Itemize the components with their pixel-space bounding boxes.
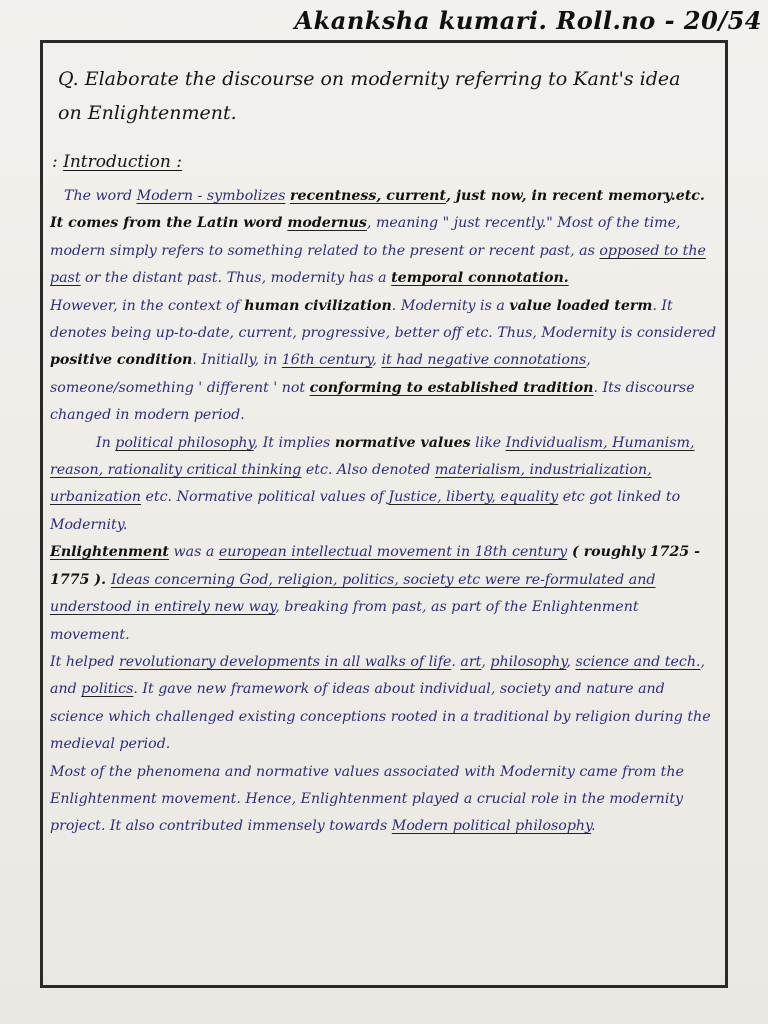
text-span: . Modernity is a xyxy=(391,297,510,314)
underlined-phrase: 16th century xyxy=(281,352,373,369)
text-span: . It gave new framework of ideas about individual, society and nature and science which challenged existing conceptions rooted in a traditional by religion during the medieval period. xyxy=(50,681,711,753)
text-span: Most of the phenomena and normative values associated with Modernity came from the Enlightenment movement. Hence, Enlightenment played a crucial role in the modernity project. It also contributed immensely towards xyxy=(50,763,684,835)
text-span: , It implies xyxy=(253,434,335,451)
underlined-phrase: temporal connotation. xyxy=(391,270,569,287)
text-span: , and xyxy=(50,653,705,698)
underlined-phrase: Modern - symbolizes xyxy=(136,188,286,204)
text-span: or the distant past. Thus, modernity has a xyxy=(80,270,392,287)
underlined-phrase: philosophy xyxy=(490,653,567,670)
text-span: etc. Normative political values of xyxy=(141,489,389,506)
paragraph-1 xyxy=(50,183,722,293)
paragraph-3 xyxy=(50,430,722,540)
bold-phrase: positive condition xyxy=(50,352,193,369)
paragraph-4 xyxy=(50,539,722,649)
bullet: : xyxy=(52,152,58,172)
text-span: , breaking from past, as part of the Enlightenment movement. xyxy=(50,599,639,643)
underlined-phrase: Enlightenment xyxy=(50,544,169,561)
text-span: , meaning " just recently." Most of the time, modern simply refers to something related to the present or recent past, as xyxy=(50,215,681,259)
text-span: . Initially, in xyxy=(192,352,282,369)
paragraph-5 xyxy=(50,649,722,759)
question-text: Q. Elaborate the discourse on modernity referring to Kant's idea on Enlightenment. xyxy=(58,68,681,124)
underlined-phrase: political philosophy xyxy=(115,434,254,451)
introduction-heading xyxy=(52,152,182,172)
text-span: , xyxy=(481,653,491,670)
paragraph-2 xyxy=(50,293,722,430)
underlined-phrase: materialism, industrialization, urbanization xyxy=(50,462,652,506)
bold-phrase: normative values xyxy=(334,434,471,451)
text-span: . It denotes being up-to-date, current, progressive, better off etc. Thus, Modernity is considered xyxy=(50,297,717,342)
text-span: etc. Also denoted xyxy=(301,462,435,479)
underlined-phrase: politics xyxy=(81,681,134,698)
underlined-phrase: recentness, current xyxy=(289,188,447,204)
text-span: . xyxy=(591,818,596,835)
text-span: . xyxy=(451,653,461,670)
underlined-phrase: european intellectual movement in 18th century xyxy=(218,544,568,561)
text-span: was a xyxy=(168,544,219,561)
underlined-phrase: Individualism, Humanism, reason, rationality critical thinking xyxy=(50,434,695,479)
text-span: . Its discourse changed in modern period. xyxy=(50,379,695,424)
bold-phrase: human civilization xyxy=(244,297,392,314)
heading-text: Introduction : xyxy=(63,152,182,172)
text-span: The word xyxy=(64,188,137,204)
text-span: like xyxy=(470,434,506,451)
text-span: In xyxy=(96,434,116,451)
underlined-phrase: Ideas concerning God, religion, politics, society etc were re-formulated and understood in entirely new way xyxy=(50,571,656,616)
underlined-phrase: science and tech. xyxy=(575,653,701,670)
text-span: It helped xyxy=(50,653,119,670)
underlined-phrase: revolutionary developments in all walks of life xyxy=(118,653,452,670)
text-span: etc got linked to Modernity. xyxy=(50,489,681,533)
bold-phrase: value loaded term xyxy=(509,297,653,314)
underlined-phrase: modernus xyxy=(287,215,367,232)
underlined-phrase: art xyxy=(460,653,482,670)
underlined-phrase: it had negative connotations xyxy=(381,352,587,369)
paragraph-6 xyxy=(50,759,722,841)
underlined-phrase: opposed to the past xyxy=(50,242,706,287)
underlined-phrase: Justice, liberty, equality xyxy=(388,489,559,506)
answer-body xyxy=(50,183,722,841)
underlined-phrase: conforming to established tradition xyxy=(309,379,594,396)
underlined-phrase: Modern political philosophy xyxy=(391,818,592,835)
text-span: , xyxy=(372,352,382,369)
text-span: , xyxy=(566,653,576,670)
student-name-roll: Akanksha kumari. Roll.no - 20/54 xyxy=(294,6,762,35)
text-span: , someone/something ' different ' not xyxy=(50,352,591,396)
text-span: ( roughly 1725 - 1775 ). xyxy=(50,544,701,588)
text-span: However, in the context of xyxy=(50,297,245,314)
text-span: , just now, in recent memory.etc. It comes from the Latin word xyxy=(50,188,705,232)
